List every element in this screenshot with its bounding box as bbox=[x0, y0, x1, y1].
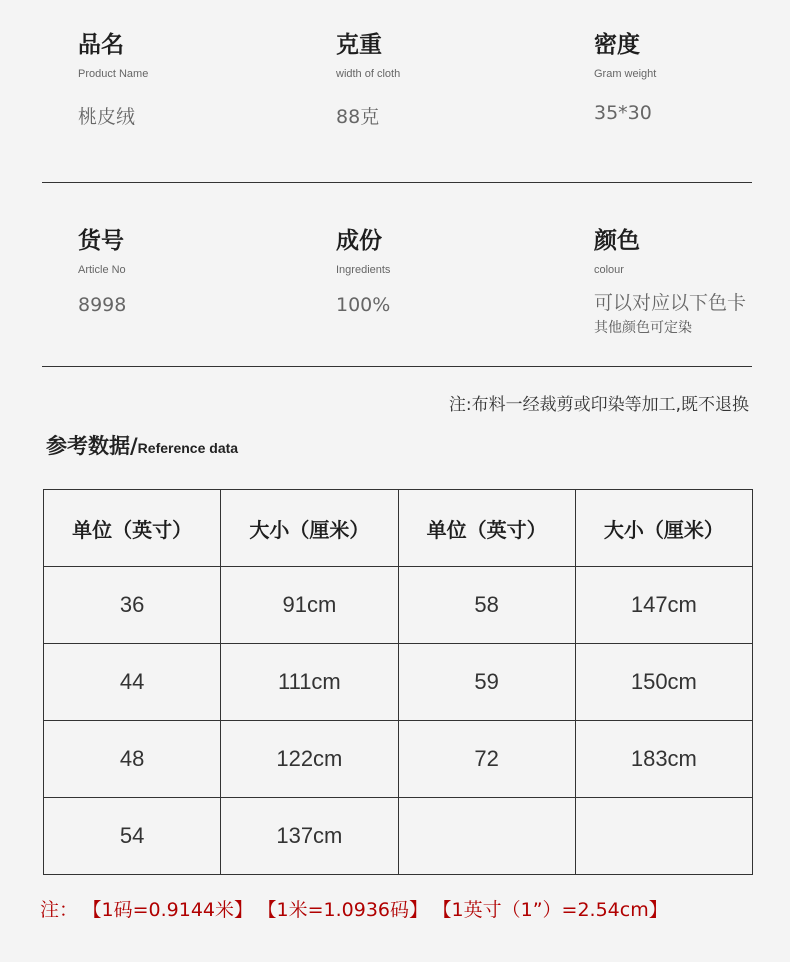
spec-ingredients bbox=[336, 222, 390, 316]
spec-value: 8998 bbox=[78, 294, 127, 316]
spec-label: 货号 bbox=[78, 228, 124, 254]
table-header: 大小（厘米） bbox=[575, 490, 752, 567]
spec-label-en: Ingredients bbox=[336, 264, 391, 276]
table-cell: 72 bbox=[398, 721, 575, 798]
spec-density bbox=[594, 26, 656, 124]
spec-value: 88克 bbox=[336, 106, 380, 128]
reference-title-zh: 参考数据/ bbox=[46, 434, 138, 458]
size-table bbox=[43, 489, 753, 875]
table-cell: 59 bbox=[398, 644, 575, 721]
table-cell: 150cm bbox=[575, 644, 752, 721]
table-header: 大小（厘米） bbox=[221, 490, 398, 567]
spec-label-en: width of cloth bbox=[336, 68, 401, 80]
table-cell: 147cm bbox=[575, 567, 752, 644]
table-row bbox=[44, 798, 753, 875]
table-cell: 48 bbox=[44, 721, 221, 798]
spec-subvalue: 其他颜色可定染 bbox=[594, 320, 692, 336]
conversion-meter-to-yard: 【1米=1.0936码】 bbox=[267, 899, 429, 921]
conversion-inch-to-cm: 【1英寸（1”）=2.54cm】 bbox=[442, 899, 668, 921]
spec-label: 品名 bbox=[78, 32, 124, 58]
spec-label: 密度 bbox=[594, 32, 640, 58]
table-header: 单位（英寸） bbox=[398, 490, 575, 567]
table-cell: 111cm bbox=[221, 644, 398, 721]
table-row bbox=[44, 721, 753, 798]
table-cell: 122cm bbox=[221, 721, 398, 798]
table-cell bbox=[575, 798, 752, 875]
table-header: 单位（英寸） bbox=[44, 490, 221, 567]
processing-note: 注:布料一经裁剪或印染等加工,既不退换 bbox=[448, 395, 749, 415]
table-cell: 91cm bbox=[221, 567, 398, 644]
conversion-note bbox=[40, 895, 682, 922]
spec-cloth-weight bbox=[336, 26, 400, 129]
spec-label: 克重 bbox=[336, 32, 382, 58]
spec-value: 100% bbox=[336, 294, 391, 316]
spec-value: 可以对应以下色卡 bbox=[594, 292, 747, 314]
spec-label-en: Article No bbox=[78, 264, 126, 276]
spec-label: 成份 bbox=[336, 228, 382, 254]
spec-colour bbox=[594, 222, 746, 337]
reference-title bbox=[46, 430, 238, 460]
table-row bbox=[44, 644, 753, 721]
table-cell: 36 bbox=[44, 567, 221, 644]
spec-label-en: colour bbox=[594, 264, 624, 276]
table-cell bbox=[398, 798, 575, 875]
table-header-row bbox=[44, 490, 753, 567]
spec-value: 桃皮绒 bbox=[78, 106, 136, 128]
divider bbox=[42, 182, 752, 183]
table-cell: 54 bbox=[44, 798, 221, 875]
spec-product-name bbox=[78, 26, 148, 129]
divider bbox=[42, 366, 752, 367]
table-cell: 137cm bbox=[221, 798, 398, 875]
reference-title-en: Reference data bbox=[137, 440, 239, 456]
spec-value: 35*30 bbox=[594, 102, 652, 124]
conversion-note-label: 注： bbox=[40, 899, 79, 921]
spec-label-en: Product Name bbox=[78, 68, 149, 80]
table-cell: 44 bbox=[44, 644, 221, 721]
table-cell: 58 bbox=[398, 567, 575, 644]
table-row bbox=[44, 567, 753, 644]
spec-label: 颜色 bbox=[594, 228, 640, 254]
spec-label-en: Gram weight bbox=[594, 68, 657, 80]
table-cell: 183cm bbox=[575, 721, 752, 798]
spec-article-no bbox=[78, 222, 126, 316]
conversion-yard-to-meter: 【1码=0.9144米】 bbox=[92, 899, 254, 921]
